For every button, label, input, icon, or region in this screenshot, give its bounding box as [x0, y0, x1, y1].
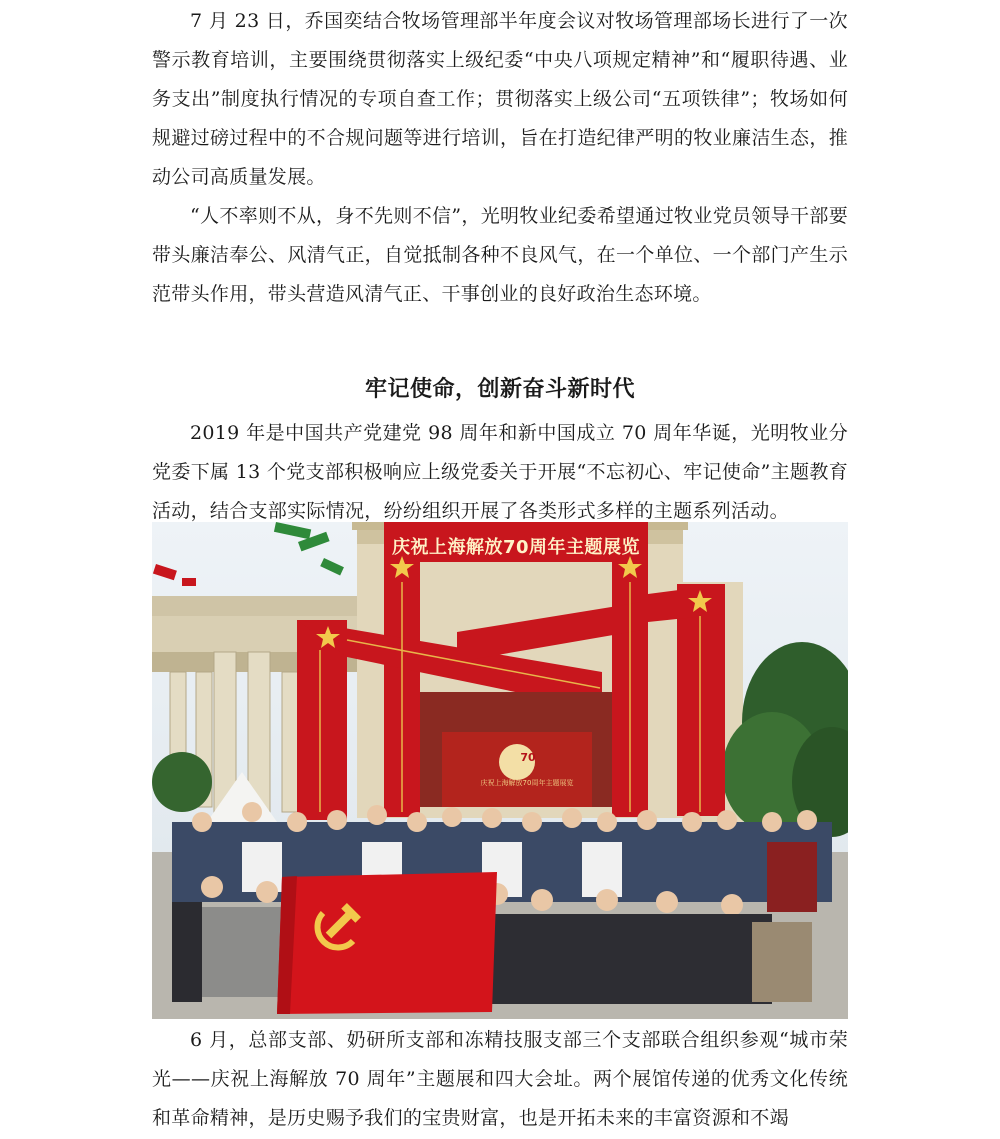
group-photo-illustration [152, 522, 848, 1019]
badge-number: 70 [520, 751, 536, 764]
paragraph-anniversary: 2019 年是中国共产党建党 98 周年和新中国成立 70 周年华诞，光明牧业分党委下属 13 个党支部积极响应上级党委关于开展“不忘初心、牢记使命”主题教育活动，结合支部实际情况，纷纷组织开展了各类形式多样的主题系列活动。 [152, 422, 848, 522]
paragraph-visit-container [152, 1021, 848, 1138]
paragraph-integrity: “人不率则不从，身不先则不信”，光明牧业纪委希望通过牧业党员领导干部要带头廉洁奉公、风清气正，自觉抵制各种不良风气，在一个单位、一个部门产生示范带头作用，带头营造风清气正、干事创业的良好政治生态环境。 [152, 205, 848, 305]
party-flag [277, 872, 497, 1014]
document-page [152, 0, 848, 1129]
inner-exhibition-banner: 庆祝上海解放70周年主题展览 [480, 779, 574, 787]
paragraph-training: 7 月 23 日，乔国奕结合牧场管理部半年度会议对牧场管理部场长进行了一次警示教育培训，主要围绕贯彻落实上级纪委“中央八项规定精神”和“履职待遇、业务支出”制度执行情况的专项自查工作；贯彻落实上级公司“五项铁律”；牧场如何规避过磅过程中的不合规问题等进行培训，旨在打造纪律严明的牧业廉洁生态，推动公司高质量发展。 [152, 10, 848, 188]
paragraph-visit: 6 月，总部支部、奶研所支部和冻精技服支部三个支部联合组织参观“城市荣光——庆祝上海解放 70 周年”主题展和四大会址。两个展馆传递的优秀文化传统和革命精神，是历史赐予我们的宝贵财富，也是开拓未来的丰富资源和不竭 [152, 1029, 848, 1129]
group-photo [152, 522, 848, 1019]
exhibition-banner: 庆祝上海解放70周年主题展览 [391, 537, 641, 558]
section-heading: 牢记使命，创新奋斗新时代 [364, 377, 635, 402]
